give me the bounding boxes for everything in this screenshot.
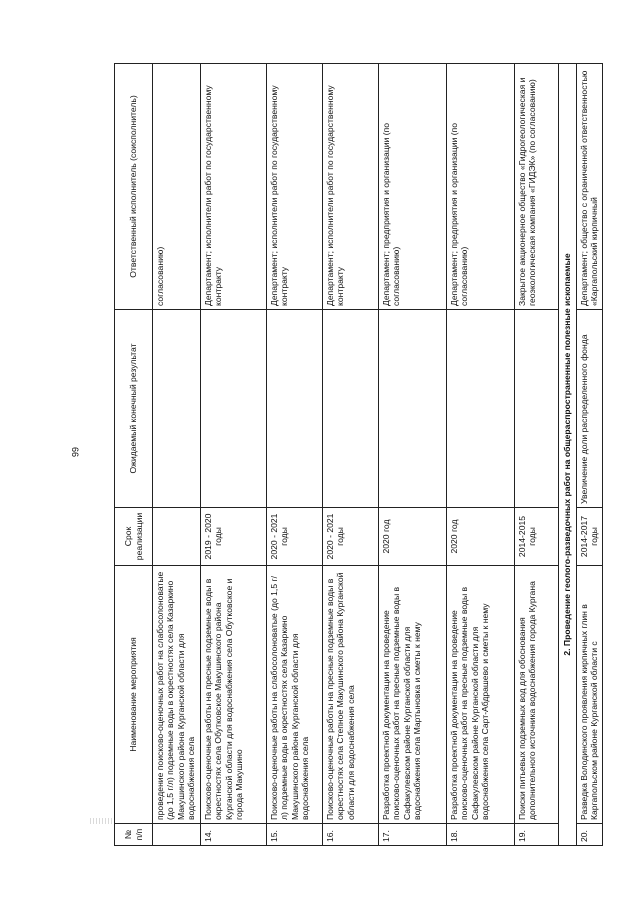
table-row: [153, 64, 201, 846]
table-row: [515, 64, 559, 846]
row-responsible: Департамент; общество с ограниченной ответственностью «Каргапольский кирпичный: [577, 64, 603, 310]
row-result: [515, 310, 559, 508]
row-result: [201, 310, 267, 508]
scan-artifact: [90, 818, 116, 824]
row-num: 18.: [447, 824, 515, 846]
row-num: 19.: [515, 824, 559, 846]
row-result: [267, 310, 323, 508]
header-responsible: Ответственный исполнитель (соисполнитель): [115, 64, 153, 310]
row-num: 17.: [379, 824, 447, 846]
table-header-row: [115, 64, 153, 846]
row-name: Поисково-оценочные работы на слабосолоноватые (до 1,5 г/л) подземные воды в окрестностях села Казаркино Макушинского района Курганской области для водоснабжения села: [267, 566, 323, 824]
measures-table: [114, 63, 603, 846]
header-result: Ожидаемый конечный результат: [115, 310, 153, 508]
row-term: 2019 - 2020 годы: [201, 508, 267, 566]
row-term: 2020 - 2021 годы: [267, 508, 323, 566]
row-name: Поисково-оценочные работы на пресные подземные воды в окрестностях села Степное Макушинского района Курганской области для водоснабжения села: [323, 566, 379, 824]
row-responsible: Департамент; предприятия и организации (по согласованию): [447, 64, 515, 310]
table-row: [201, 64, 267, 846]
rotated-table-container: [114, 64, 598, 846]
row-result: [447, 310, 515, 508]
row-responsible: Закрытое акционерное общество «Гидрогеологическая и геоэкологическая компания «ГИДЭК» (по согласованию): [515, 64, 559, 310]
table-row: [379, 64, 447, 846]
row-name: Поисково-оценочные работы на пресные подземные воды в окрестностях села Обуткoвское Макушинского района Курганской области для водоснабжения села Обутковское и города Макушино: [201, 566, 267, 824]
row-result: [153, 310, 201, 508]
row-term: 2020 год: [447, 508, 515, 566]
page-number: 66: [70, 446, 81, 458]
header-term: Срок реализации: [115, 508, 153, 566]
row-result: [379, 310, 447, 508]
row-name: проведение поисково-оценочных работ на слабосолоноватые (до 1,5 г/л) подземные воды в окрестностях села Казаркино Макушинского района Курганской области для водоснабжения села: [153, 566, 201, 824]
table-row: [577, 64, 603, 846]
table-row: [447, 64, 515, 846]
row-num: [153, 824, 201, 846]
row-result: Увеличение доли распределенного фонда: [577, 310, 603, 508]
header-name: Наименование мероприятия: [115, 566, 153, 824]
row-responsible: Департамент; исполнители работ по государственному контракту: [323, 64, 379, 310]
row-name: Разведка Володинского проявления кирпичных глин в Каргапольском районе Курганской области с: [577, 566, 603, 824]
row-name: Поиски питьевых подземных вод для обоснования дополнительного источника водоснабжения города Кургана: [515, 566, 559, 824]
row-responsible: Департамент; исполнители работ по государственному контракту: [201, 64, 267, 310]
section-title: 2. Проведение геолого-разведочных работ на общераспространенные полезные ископаемые: [559, 64, 577, 846]
row-term: 2014-2017 годы: [577, 508, 603, 566]
row-term: 2014-2015 годы: [515, 508, 559, 566]
row-term: [153, 508, 201, 566]
row-num: 16.: [323, 824, 379, 846]
row-num: 14.: [201, 824, 267, 846]
section-row: [559, 64, 577, 846]
table-row: [267, 64, 323, 846]
row-responsible: Департамент; исполнители работ по государственному контракту: [267, 64, 323, 310]
row-responsible: согласованию): [153, 64, 201, 310]
row-num: 20.: [577, 824, 603, 846]
row-name: Разработка проектной документации на проведение поисково-оценочных работ на пресные подземные воды в Сафакулевском районе Курганской области для водоснабжения села Мартыновка и сметы к нему: [379, 566, 447, 824]
header-num: № п/п: [115, 824, 153, 846]
row-result: [323, 310, 379, 508]
row-num: 15.: [267, 824, 323, 846]
row-name: Разработка проектной документации на проведение поисково-оценочных работ на пресные подземные воды в Сафакулевском районе Курганской области для водоснабжения села Сарт-Абдрашево и сметы к нему: [447, 566, 515, 824]
row-responsible: Департамент; предприятия и организации (по согласованию): [379, 64, 447, 310]
table-row: [323, 64, 379, 846]
row-term: 2020 - 2021 годы: [323, 508, 379, 566]
row-term: 2020 год: [379, 508, 447, 566]
